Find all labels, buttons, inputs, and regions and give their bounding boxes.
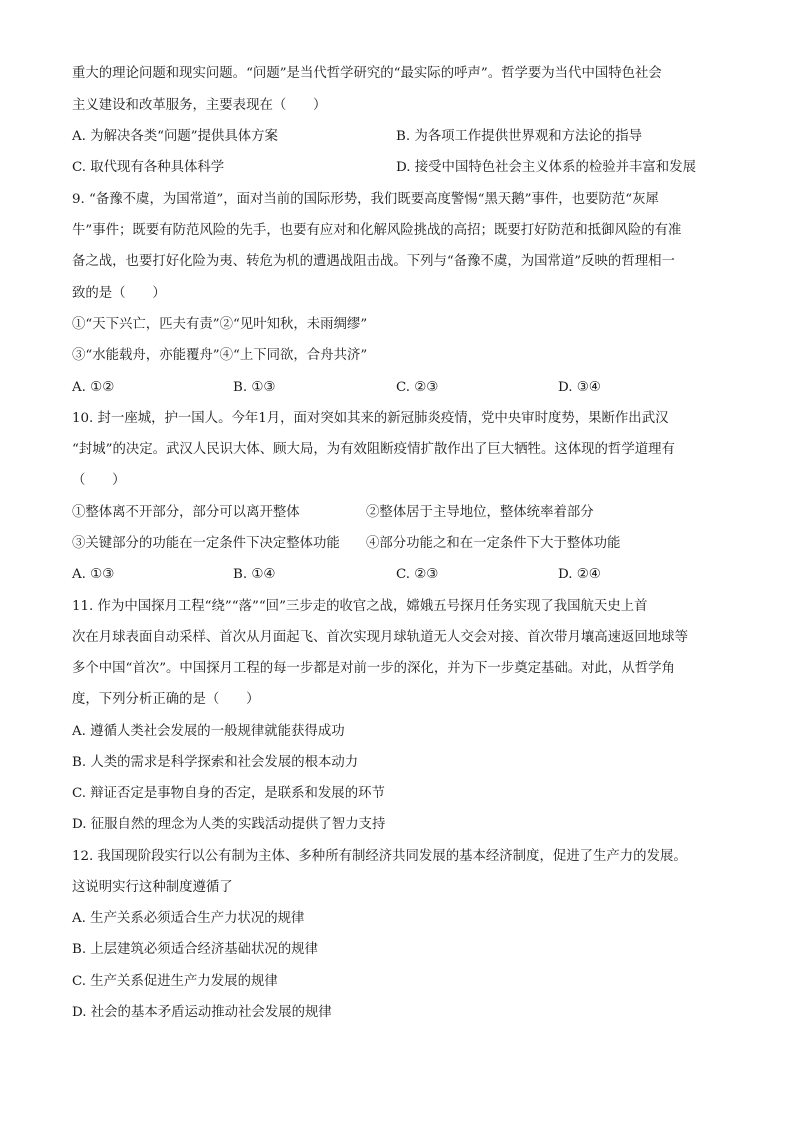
q10-stem-line: 10. 封一座城，护一国人。今年1月，面对突如其来的新冠肺炎疫情，党中央审时度势，果断作出武汉 bbox=[72, 411, 669, 426]
q9-option-b[interactable]: B. ①③ bbox=[233, 380, 276, 395]
q9-stem-line: 9. “备豫不虞，为国常道”，面对当前的国际形势，我们既要高度警惕“黑天鹅”事件，也要防范“灰犀 bbox=[72, 192, 659, 207]
q12-option-a[interactable]: A. 生产关系必须适合生产力状况的规律 bbox=[72, 911, 305, 926]
q10-option-b[interactable]: B. ①④ bbox=[233, 567, 276, 582]
q8-option-c[interactable]: C. 取代现有各种具体科学 bbox=[72, 160, 225, 175]
q9-stem-line: 致的是（ ） bbox=[72, 286, 166, 301]
q10-option-c[interactable]: C. ②③ bbox=[396, 567, 439, 582]
q12-stem-line: 12. 我国现阶段实行以公有制为主体、多种所有制经济共同发展的基本经济制度，促进了生产力的发展。 bbox=[72, 849, 687, 864]
q8-option-d[interactable]: D. 接受中国特色社会主义体系的检验并丰富和发展 bbox=[396, 160, 696, 175]
q9-items-line: ③“水能载舟，亦能覆舟”④“上下同欲，合舟共济” bbox=[72, 348, 368, 363]
q11-option-c[interactable]: C. 辩证否定是事物自身的否定，是联系和发展的环节 bbox=[72, 786, 385, 801]
q9-option-c[interactable]: C. ②③ bbox=[396, 380, 439, 395]
q12-option-d[interactable]: D. 社会的基本矛盾运动推动社会发展的规律 bbox=[72, 1005, 332, 1020]
q10-option-a[interactable]: A. ①③ bbox=[72, 567, 115, 582]
q12-option-b[interactable]: B. 上层建筑必须适合经济基础状况的规律 bbox=[72, 942, 318, 957]
q10-item-1: ①整体离不开部分，部分可以离开整体 bbox=[72, 505, 300, 520]
q11-option-d[interactable]: D. 征服自然的理念为人类的实践活动提供了智力支持 bbox=[72, 817, 386, 832]
q9-stem-line: 牛”事件；既要有防范风险的先手，也要有应对和化解风险挑战的高招；既要打好防范和抵御风险的有准 bbox=[72, 223, 682, 238]
q9-items-line: ①“天下兴亡，匹夫有责”②“见叶知秋，未雨绸缪” bbox=[72, 317, 368, 332]
q12-stem-line: 这说明实行这种制度遵循了 bbox=[72, 880, 233, 895]
q11-option-b[interactable]: B. 人类的需求是科学探索和社会发展的根本动力 bbox=[72, 755, 359, 770]
q10-item-4: ④部分功能之和在一定条件下大于整体功能 bbox=[366, 536, 621, 551]
q11-stem-line: 次在月球表面自动采样、首次从月面起飞、首次实现月球轨道无人交会对接、首次带月壤高速返回地球等 bbox=[72, 630, 688, 645]
q8-stem-line: 主义建设和改革服务，主要表现在（ ） bbox=[72, 98, 327, 113]
q10-stem-line: （ ） bbox=[72, 473, 126, 488]
q10-stem-line: “封城”的决定。武汉人民识大体、顾大局，为有效阻断疫情扩散作出了巨大牺牲。这体现的哲学道理有 bbox=[72, 442, 675, 457]
q8-option-b[interactable]: B. 为各项工作提供世界观和方法论的指导 bbox=[396, 129, 642, 144]
q11-stem-line: 11. 作为中国探月工程“绕”“落”“回”三步走的收官之战，嫦娥五号探月任务实现了我国航天史上首 bbox=[72, 599, 648, 614]
q11-stem-line: 度，下列分析正确的是（ ） bbox=[72, 692, 260, 707]
q9-stem-line: 备之战，也要打好化险为夷、转危为机的遭遇战阻击战。下列与“备豫不虞，为国常道”反映的哲理相一 bbox=[72, 254, 675, 269]
q10-item-3: ③关键部分的功能在一定条件下决定整体功能 bbox=[72, 536, 340, 551]
q11-stem-line: 多个中国“首次”。中国探月工程的每一步都是对前一步的深化，并为下一步奠定基础。对此，从哲学角 bbox=[72, 661, 675, 676]
q10-option-d[interactable]: D. ②④ bbox=[558, 567, 601, 582]
q11-option-a[interactable]: A. 遵循人类社会发展的一般规律就能获得成功 bbox=[72, 724, 345, 739]
q12-option-c[interactable]: C. 生产关系促进生产力发展的规律 bbox=[72, 974, 278, 989]
q8-option-a[interactable]: A. 为解决各类“问题”提供具体方案 bbox=[72, 129, 278, 144]
q8-stem-line: 重大的理论问题和现实问题。“问题”是当代哲学研究的“最实际的呼声”。哲学要为当代中国特色社会 bbox=[72, 66, 662, 81]
q10-item-2: ②整体居于主导地位，整体统率着部分 bbox=[366, 505, 594, 520]
q9-option-a[interactable]: A. ①② bbox=[72, 380, 115, 395]
q9-option-d[interactable]: D. ③④ bbox=[558, 380, 601, 395]
